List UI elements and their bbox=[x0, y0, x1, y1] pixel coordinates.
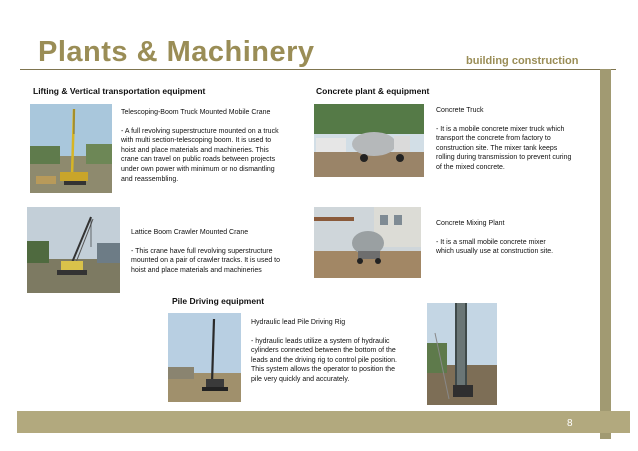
lattice-crane-photo bbox=[27, 207, 120, 293]
side-accent-bar bbox=[600, 69, 611, 439]
section-heading-lifting: Lifting & Vertical transportation equipment bbox=[33, 86, 206, 96]
pile-rig-desc: Hydraulic lead Pile Driving Rig - hydraulic leads utilize a system of hydraulic cylinders connected between the bottom of the leads and the driving rig to control pile position. This system allows the operator to position the pile very quickly and accurately. bbox=[251, 318, 426, 385]
page-subtitle: building construction bbox=[466, 55, 579, 67]
concrete-truck-name: Concrete Truck bbox=[436, 107, 484, 114]
page-number: 8 bbox=[567, 418, 573, 429]
telescoping-crane-photo bbox=[30, 104, 112, 193]
telescoping-crane-desc: Telescoping-Boom Truck Mounted Mobile Crane - A full revolving superstructure mounted on a truck with multi section-telescoping boom. It is used to hoist and place materials and machineries. This crane can travel on public roads between projects under own power with minimum or no dismantling and reassembling. bbox=[121, 108, 311, 184]
pile-rig-closeup-photo bbox=[427, 303, 497, 405]
footer-bar bbox=[17, 411, 630, 433]
concrete-truck-photo bbox=[314, 104, 424, 177]
pile-rig-photo bbox=[168, 313, 241, 402]
section-heading-concrete: Concrete plant & equipment bbox=[316, 86, 430, 96]
section-heading-piling: Pile Driving equipment bbox=[172, 296, 265, 306]
lattice-crane-desc: Lattice Boom Crawler Mounted Crane - This crane have full revolving superstructure mounted on a pair of crawler tracks. It is used to hoist and place materials and machineries bbox=[131, 228, 311, 275]
telescoping-crane-name: Telescoping-Boom Truck Mounted Mobile Crane bbox=[121, 109, 271, 116]
page-title: Plants & Machinery bbox=[38, 36, 315, 68]
lattice-crane-name: Lattice Boom Crawler Mounted Crane bbox=[131, 229, 249, 236]
concrete-mixer-photo bbox=[314, 207, 421, 278]
concrete-mixer-desc: Concrete Mixing Plant - It is a small mobile concrete mixer which usually use at construction site. bbox=[436, 219, 596, 257]
pile-rig-name: Hydraulic lead Pile Driving Rig bbox=[251, 319, 346, 326]
concrete-mixer-name: Concrete Mixing Plant bbox=[436, 220, 505, 227]
concrete-truck-desc: Concrete Truck - It is a mobile concrete mixer truck which transport the concrete from factory to construction site. The mixer tank keeps rolling during transmission to prevent curing of the mixed concrete. bbox=[436, 106, 596, 173]
header-divider bbox=[20, 69, 616, 70]
